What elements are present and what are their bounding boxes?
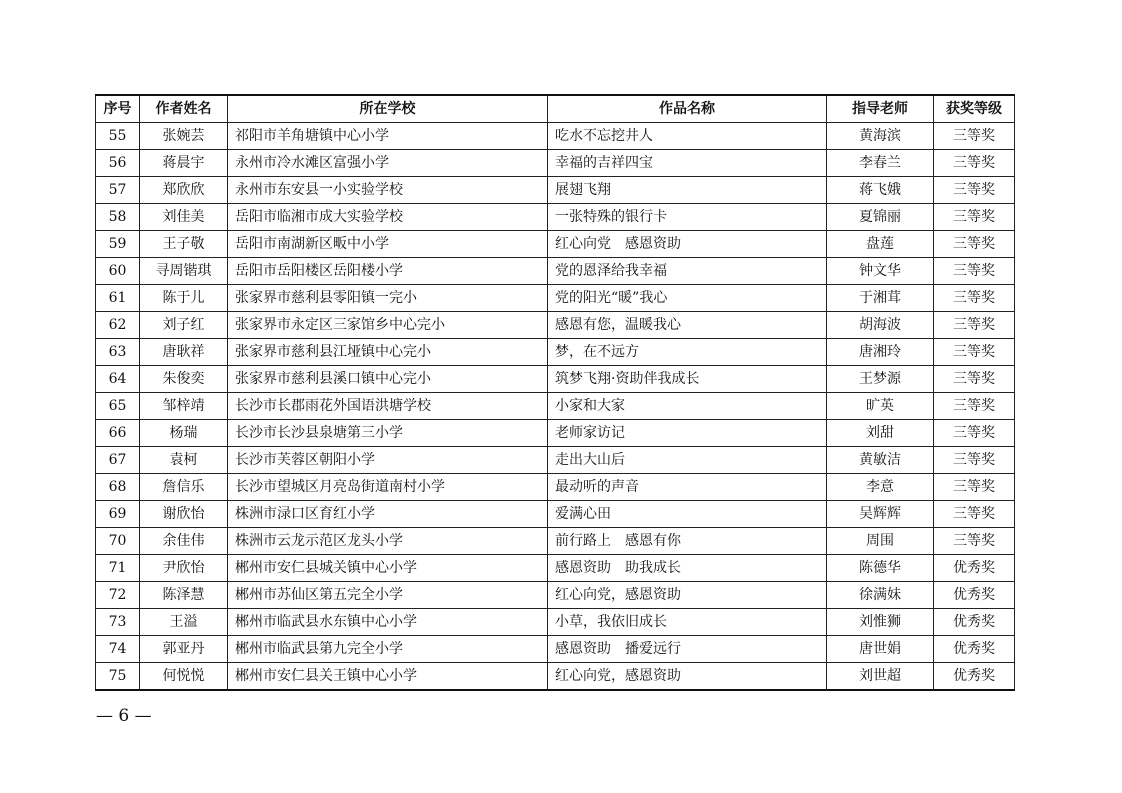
cell-work-title: 红心向党 感恩资助: [548, 231, 827, 258]
table-row: [96, 312, 1015, 339]
cell-teacher: 周围: [827, 528, 934, 555]
table-row: [96, 285, 1015, 312]
cell-author: 蒋晨宇: [140, 150, 228, 177]
cell-work-title: 筑梦飞翔·资助伴我成长: [548, 366, 827, 393]
cell-school: 岳阳市临湘市成大实验学校: [228, 204, 548, 231]
cell-author: 郑欣欣: [140, 177, 228, 204]
cell-serial: 64: [96, 366, 140, 393]
cell-award-level: 三等奖: [934, 528, 1015, 555]
cell-serial: 73: [96, 609, 140, 636]
cell-award-level: 三等奖: [934, 312, 1015, 339]
cell-teacher: 刘世超: [827, 663, 934, 691]
cell-work-title: 一张特殊的银行卡: [548, 204, 827, 231]
table-row: [96, 582, 1015, 609]
cell-author: 何悦悦: [140, 663, 228, 691]
cell-author: 王子敬: [140, 231, 228, 258]
cell-school: 张家界市慈利县溪口镇中心完小: [228, 366, 548, 393]
cell-award-level: 三等奖: [934, 150, 1015, 177]
cell-teacher: 于湘茸: [827, 285, 934, 312]
cell-award-level: 优秀奖: [934, 663, 1015, 691]
table-row: [96, 393, 1015, 420]
cell-teacher: 李春兰: [827, 150, 934, 177]
cell-author: 詹信乐: [140, 474, 228, 501]
cell-school: 祁阳市羊角塘镇中心小学: [228, 123, 548, 150]
header-school: 所在学校: [228, 95, 548, 123]
cell-author: 王溢: [140, 609, 228, 636]
table-row: [96, 339, 1015, 366]
cell-serial: 56: [96, 150, 140, 177]
cell-work-title: 吃水不忘挖井人: [548, 123, 827, 150]
cell-school: 永州市东安县一小实验学校: [228, 177, 548, 204]
cell-award-level: 优秀奖: [934, 582, 1015, 609]
cell-author: 陈泽慧: [140, 582, 228, 609]
cell-award-level: 三等奖: [934, 285, 1015, 312]
cell-teacher: 胡海波: [827, 312, 934, 339]
cell-work-title: 前行路上 感恩有你: [548, 528, 827, 555]
page-number: — 6 —: [96, 706, 152, 726]
cell-school: 株洲市云龙示范区龙头小学: [228, 528, 548, 555]
cell-author: 杨瑞: [140, 420, 228, 447]
cell-award-level: 三等奖: [934, 447, 1015, 474]
header-serial: 序号: [96, 95, 140, 123]
cell-serial: 71: [96, 555, 140, 582]
table-row: [96, 528, 1015, 555]
cell-teacher: 黄海滨: [827, 123, 934, 150]
table-row: [96, 123, 1015, 150]
cell-author: 唐耿祥: [140, 339, 228, 366]
cell-award-level: 优秀奖: [934, 609, 1015, 636]
cell-serial: 68: [96, 474, 140, 501]
cell-work-title: 幸福的吉祥四宝: [548, 150, 827, 177]
cell-author: 朱俊奕: [140, 366, 228, 393]
cell-award-level: 优秀奖: [934, 555, 1015, 582]
table-body: [96, 123, 1015, 691]
cell-teacher: 夏锦丽: [827, 204, 934, 231]
cell-serial: 66: [96, 420, 140, 447]
cell-serial: 75: [96, 663, 140, 691]
cell-teacher: 刘甜: [827, 420, 934, 447]
cell-school: 长沙市芙蓉区朝阳小学: [228, 447, 548, 474]
cell-author: 陈于儿: [140, 285, 228, 312]
cell-award-level: 三等奖: [934, 258, 1015, 285]
cell-school: 长沙市长沙县泉塘第三小学: [228, 420, 548, 447]
cell-award-level: 三等奖: [934, 393, 1015, 420]
table-row: [96, 501, 1015, 528]
cell-work-title: 党的恩泽给我幸福: [548, 258, 827, 285]
cell-award-level: 三等奖: [934, 474, 1015, 501]
cell-school: 郴州市临武县水东镇中心小学: [228, 609, 548, 636]
cell-school: 岳阳市南湖新区畈中小学: [228, 231, 548, 258]
cell-work-title: 感恩资助 助我成长: [548, 555, 827, 582]
cell-school: 张家界市永定区三家馆乡中心完小: [228, 312, 548, 339]
cell-school: 郴州市安仁县城关镇中心小学: [228, 555, 548, 582]
table-row: [96, 231, 1015, 258]
cell-work-title: 梦，在不远方: [548, 339, 827, 366]
cell-work-title: 老师家访记: [548, 420, 827, 447]
cell-work-title: 感恩有您，温暖我心: [548, 312, 827, 339]
cell-work-title: 党的阳光“暖”我心: [548, 285, 827, 312]
cell-school: 株洲市渌口区育红小学: [228, 501, 548, 528]
cell-teacher: 旷英: [827, 393, 934, 420]
table-row: [96, 420, 1015, 447]
cell-serial: 63: [96, 339, 140, 366]
table-row: [96, 204, 1015, 231]
cell-school: 郴州市苏仙区第五完全小学: [228, 582, 548, 609]
cell-school: 郴州市安仁县关王镇中心小学: [228, 663, 548, 691]
cell-author: 刘佳美: [140, 204, 228, 231]
cell-work-title: 走出大山后: [548, 447, 827, 474]
cell-serial: 57: [96, 177, 140, 204]
header-work-title: 作品名称: [548, 95, 827, 123]
table-row: [96, 447, 1015, 474]
cell-serial: 65: [96, 393, 140, 420]
cell-teacher: 黄敏洁: [827, 447, 934, 474]
cell-teacher: 刘惟狮: [827, 609, 934, 636]
cell-work-title: 小草，我依旧成长: [548, 609, 827, 636]
cell-serial: 60: [96, 258, 140, 285]
cell-author: 寻周锴琪: [140, 258, 228, 285]
cell-award-level: 三等奖: [934, 366, 1015, 393]
cell-serial: 72: [96, 582, 140, 609]
table-row: [96, 663, 1015, 691]
cell-teacher: 陈德华: [827, 555, 934, 582]
cell-serial: 70: [96, 528, 140, 555]
cell-award-level: 三等奖: [934, 123, 1015, 150]
cell-serial: 74: [96, 636, 140, 663]
table-row: [96, 555, 1015, 582]
header-author: 作者姓名: [140, 95, 228, 123]
cell-award-level: 三等奖: [934, 204, 1015, 231]
cell-author: 刘子红: [140, 312, 228, 339]
cell-school: 张家界市慈利县零阳镇一完小: [228, 285, 548, 312]
award-table: [95, 94, 1015, 691]
cell-work-title: 感恩资助 播爱远行: [548, 636, 827, 663]
cell-serial: 55: [96, 123, 140, 150]
cell-teacher: 盘莲: [827, 231, 934, 258]
cell-teacher: 徐满妹: [827, 582, 934, 609]
cell-work-title: 红心向党，感恩资助: [548, 582, 827, 609]
header-teacher: 指导老师: [827, 95, 934, 123]
cell-award-level: 三等奖: [934, 420, 1015, 447]
cell-author: 张婉芸: [140, 123, 228, 150]
cell-school: 郴州市临武县第九完全小学: [228, 636, 548, 663]
cell-serial: 62: [96, 312, 140, 339]
cell-serial: 61: [96, 285, 140, 312]
cell-teacher: 蒋飞娥: [827, 177, 934, 204]
cell-author: 邹梓靖: [140, 393, 228, 420]
cell-school: 长沙市望城区月亮岛街道南村小学: [228, 474, 548, 501]
table-row: [96, 177, 1015, 204]
cell-work-title: 展翅飞翔: [548, 177, 827, 204]
cell-author: 余佳伟: [140, 528, 228, 555]
cell-work-title: 最动听的声音: [548, 474, 827, 501]
table-header-row: [96, 95, 1015, 123]
cell-school: 永州市冷水滩区富强小学: [228, 150, 548, 177]
cell-award-level: 三等奖: [934, 339, 1015, 366]
header-award-level: 获奖等级: [934, 95, 1015, 123]
cell-author: 谢欣怡: [140, 501, 228, 528]
table-row: [96, 474, 1015, 501]
cell-school: 长沙市长郡雨花外国语洪塘学校: [228, 393, 548, 420]
cell-author: 郭亚丹: [140, 636, 228, 663]
table-row: [96, 366, 1015, 393]
cell-teacher: 王梦源: [827, 366, 934, 393]
cell-award-level: 三等奖: [934, 177, 1015, 204]
cell-work-title: 小家和大家: [548, 393, 827, 420]
cell-teacher: 唐湘玲: [827, 339, 934, 366]
cell-teacher: 李意: [827, 474, 934, 501]
cell-serial: 58: [96, 204, 140, 231]
cell-author: 尹欣怡: [140, 555, 228, 582]
table-row: [96, 609, 1015, 636]
cell-school: 张家界市慈利县江垭镇中心完小: [228, 339, 548, 366]
cell-school: 岳阳市岳阳楼区岳阳楼小学: [228, 258, 548, 285]
table-row: [96, 636, 1015, 663]
cell-serial: 67: [96, 447, 140, 474]
cell-serial: 69: [96, 501, 140, 528]
cell-teacher: 钟文华: [827, 258, 934, 285]
cell-work-title: 爱满心田: [548, 501, 827, 528]
cell-award-level: 三等奖: [934, 501, 1015, 528]
cell-author: 袁柯: [140, 447, 228, 474]
table-row: [96, 150, 1015, 177]
cell-teacher: 唐世娟: [827, 636, 934, 663]
cell-work-title: 红心向党，感恩资助: [548, 663, 827, 691]
table-row: [96, 258, 1015, 285]
cell-serial: 59: [96, 231, 140, 258]
cell-award-level: 优秀奖: [934, 636, 1015, 663]
cell-teacher: 吴辉辉: [827, 501, 934, 528]
cell-award-level: 三等奖: [934, 231, 1015, 258]
